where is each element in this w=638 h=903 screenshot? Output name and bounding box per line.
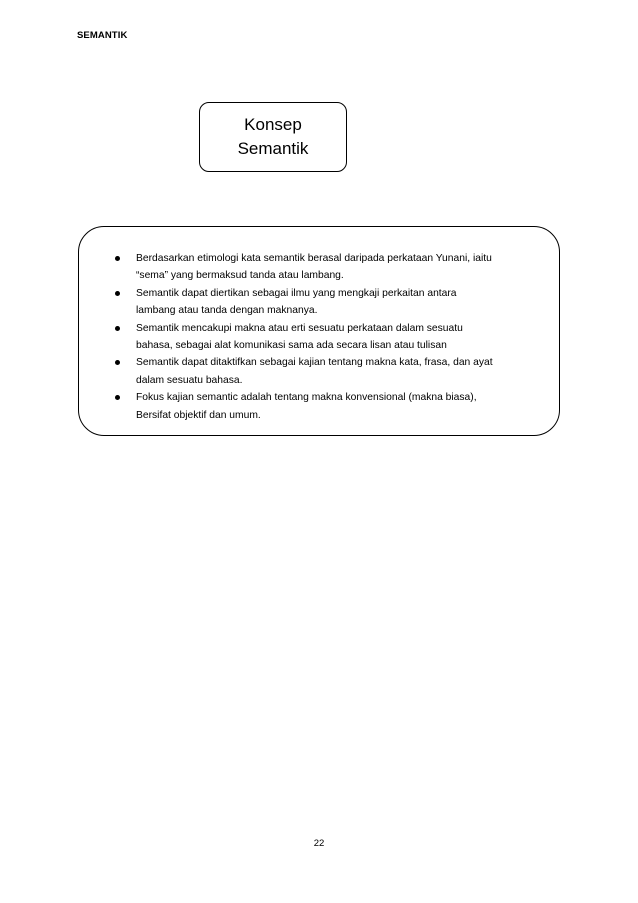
list-item-line: Fokus kajian semantic adalah tentang makna konvensional (makna biasa), bbox=[136, 392, 477, 404]
page-number: 22 bbox=[313, 838, 325, 849]
list-item-line: “sema” yang bermaksud tanda atau lambang. bbox=[136, 270, 344, 282]
concept-title-line-1: Konsep bbox=[244, 115, 302, 134]
concept-title-line-2: Semantik bbox=[237, 139, 309, 158]
list-item-line: Bersifat objektif dan umum. bbox=[136, 409, 261, 421]
list-item-line: bahasa, sebagai alat komunikasi sama ada secara lisan atau tulisan bbox=[136, 340, 447, 352]
bullet-icon bbox=[115, 360, 120, 365]
bullet-icon bbox=[115, 395, 120, 400]
concept-title-box bbox=[199, 102, 347, 172]
running-header: SEMANTIK bbox=[77, 30, 128, 41]
list-item bbox=[112, 285, 548, 320]
bullet-icon bbox=[115, 256, 120, 261]
list-item bbox=[112, 354, 548, 389]
list-item bbox=[112, 389, 548, 424]
list-item-line: dalam sesuatu bahasa. bbox=[136, 374, 243, 386]
list-item-line: lambang atau tanda dengan maknanya. bbox=[136, 305, 318, 317]
definition-list bbox=[112, 250, 548, 424]
bullet-icon bbox=[115, 291, 120, 296]
list-item-line: Berdasarkan etimologi kata semantik berasal daripada perkataan Yunani, iaitu bbox=[136, 253, 492, 264]
list-item-line: Semantik dapat diertikan sebagai ilmu yang mengkaji perkaitan antara bbox=[136, 287, 457, 299]
list-item-line: Semantik dapat ditaktifkan sebagai kajian tentang makna kata, frasa, dan ayat bbox=[136, 357, 493, 369]
bullet-icon bbox=[115, 326, 120, 331]
list-item bbox=[112, 320, 548, 355]
list-item-line: Semantik mencakupi makna atau erti sesuatu perkataan dalam sesuatu bbox=[136, 322, 463, 334]
list-item bbox=[112, 250, 548, 285]
